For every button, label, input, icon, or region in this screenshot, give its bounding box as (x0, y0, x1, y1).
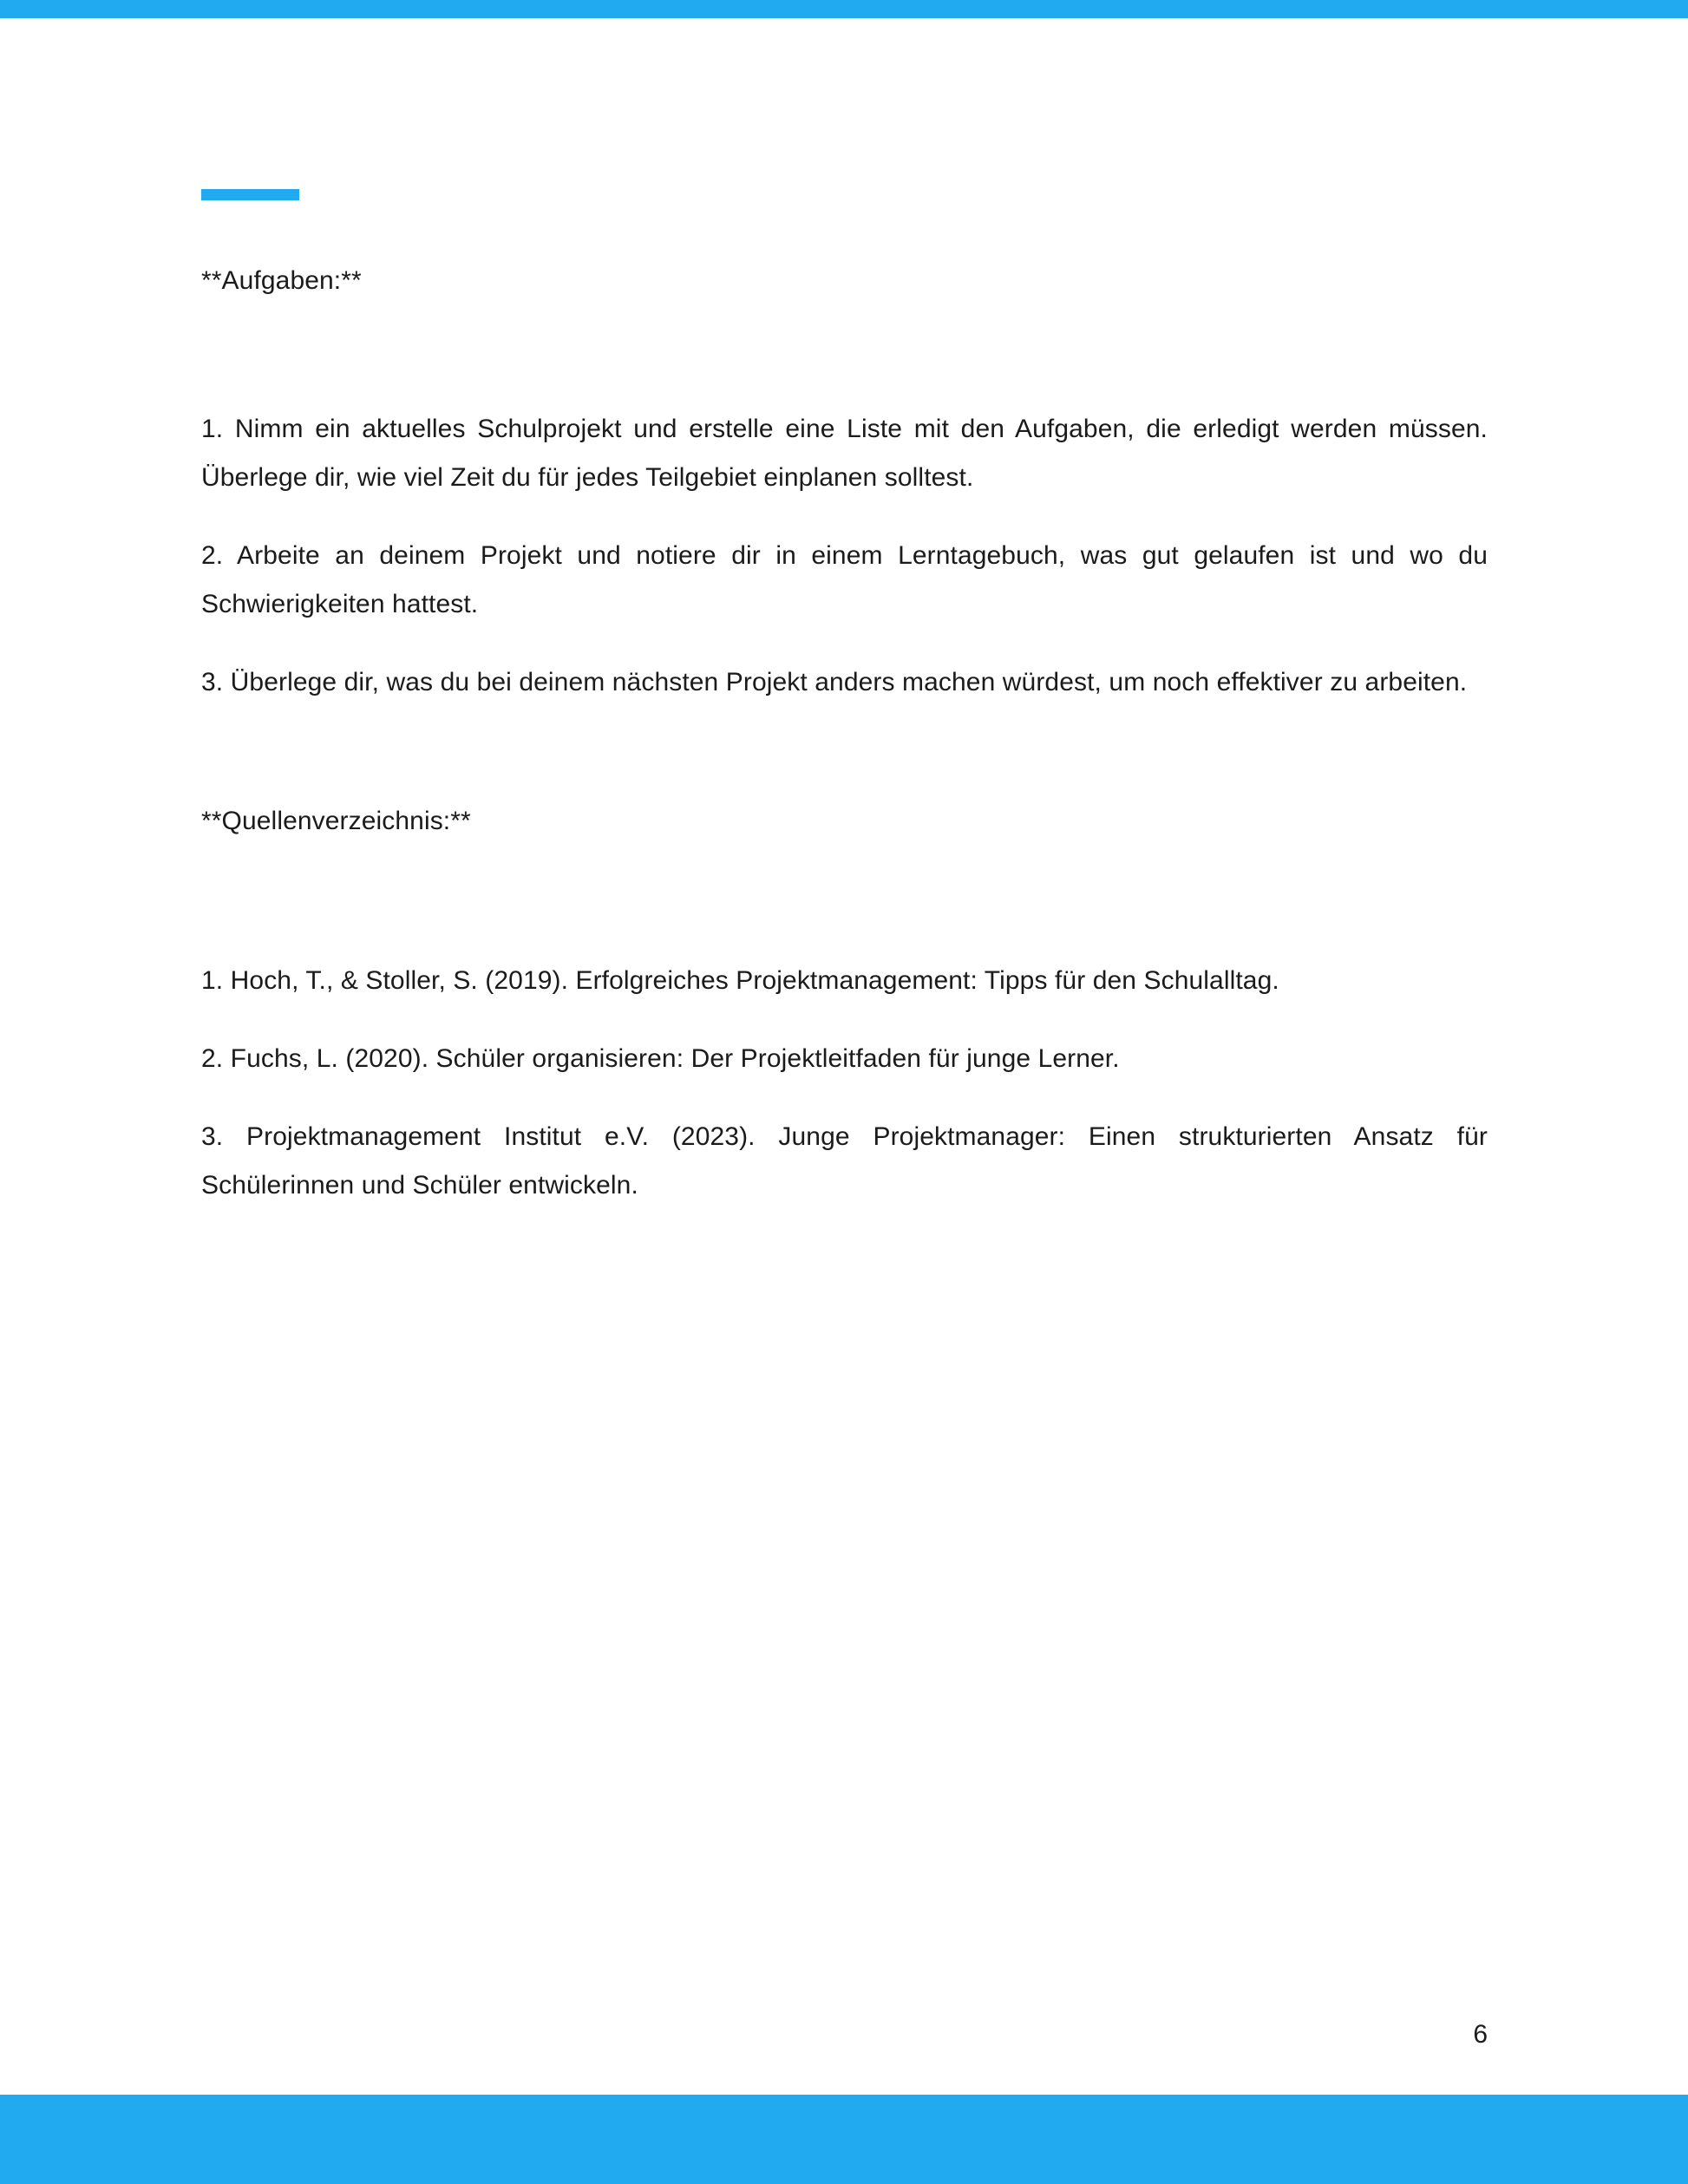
spacer-after-aufgaben-list (201, 707, 1488, 797)
list-item: 1. Hoch, T., & Stoller, S. (2019). Erfolgreiches Projektmanagement: Tipps für den Schulalltag. (201, 966, 1279, 995)
list-item: 3. Überlege dir, was du bei deinem nächsten Projekt anders machen würdest, um noch effektiver zu arbeiten. (201, 668, 1468, 696)
list-item: 1. Nimm ein aktuelles Schulprojekt und erstelle eine Liste mit den Aufgaben, die erledigt werden müssen. Überlege dir, wie viel Zeit du für jedes Teilgebiet einplanen solltest. (201, 415, 1488, 492)
section-heading-quellenverzeichnis: **Quellenverzeichnis:** (201, 807, 471, 835)
short-accent-rule (201, 189, 299, 200)
list-item: 3. Projektmanagement Institut e.V. (2023). Junge Projektmanager: Einen strukturierten Ansatz für Schülerinnen und Schüler entwickeln. (201, 1122, 1488, 1200)
spacer-after-quellen-heading (201, 846, 1488, 957)
bottom-accent-bar (0, 2095, 1688, 2184)
section-heading-aufgaben: **Aufgaben:** (201, 266, 362, 295)
top-accent-bar (0, 0, 1688, 18)
page-number: 6 (1473, 2020, 1488, 2049)
list-item: 2. Arbeite an deinem Projekt und notiere dir in einem Lerntagebuch, was gut gelaufen ist und wo du Schwierigkeiten hattest. (201, 541, 1488, 618)
aufgaben-list (201, 405, 1488, 707)
spacer-after-aufgaben-heading (201, 305, 1488, 405)
page-content (201, 257, 1488, 1210)
list-item: 2. Fuchs, L. (2020). Schüler organisieren: Der Projektleitfaden für junge Lerner. (201, 1044, 1120, 1073)
quellenverzeichnis-list (201, 957, 1488, 1210)
